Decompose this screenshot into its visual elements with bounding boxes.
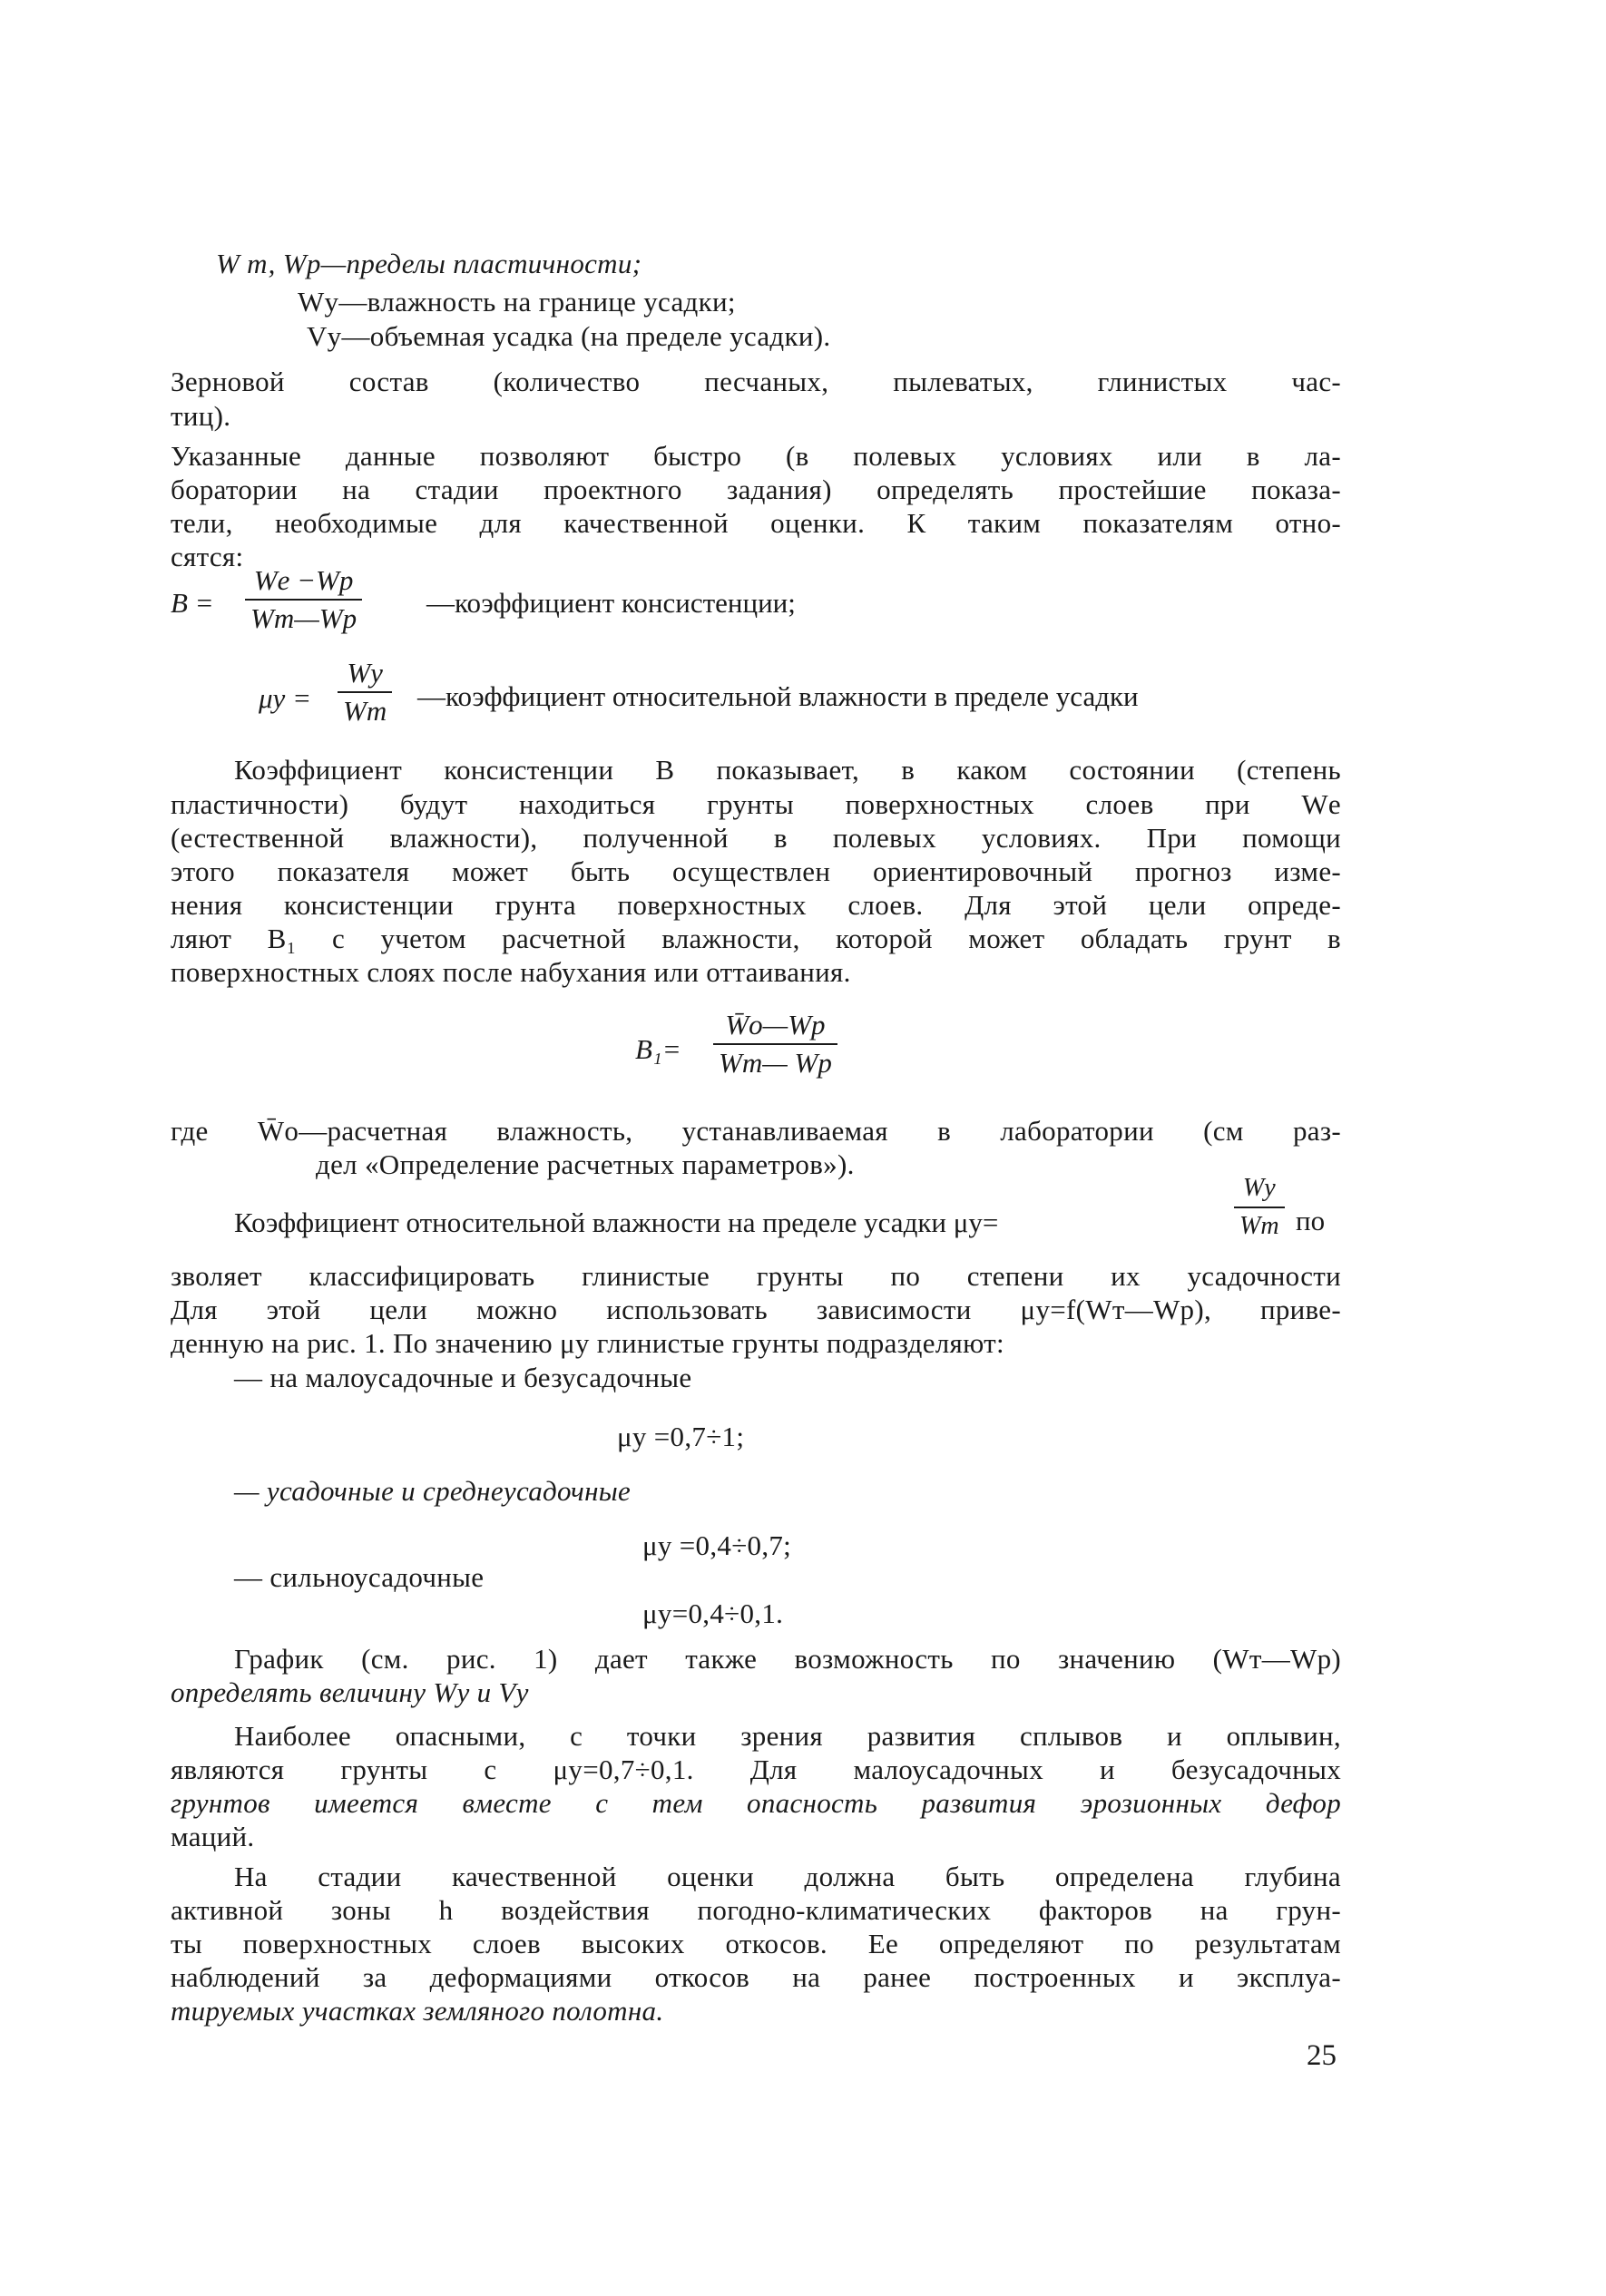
p7-line-4: наблюдений за деформациями откосов на ранее построенных и эксплуа- bbox=[171, 1961, 1341, 1993]
p7-line-2: активной зоны h воздействия погодно-климатических факторов на грун- bbox=[171, 1894, 1341, 1926]
p1-line-1: Зерновой состав (количество песчаных, пылеватых, глинистых час- bbox=[171, 366, 1341, 397]
p6-line-3: грунтов имеется вместе с тем опасность развития эрозионных дефор bbox=[171, 1787, 1341, 1819]
formula-3-denominator: Wт— Wр bbox=[719, 1047, 832, 1079]
p3-line-7: поверхностных слоях после набухания или оттаивания. bbox=[171, 956, 851, 988]
where-line-2: дел «Определение расчетных параметров»). bbox=[316, 1148, 855, 1180]
p2-line-4: сятся: bbox=[171, 541, 244, 572]
def-line-2: Wу—влажность на границе усадки; bbox=[298, 286, 736, 318]
p4-fraction bbox=[1234, 1170, 1285, 1245]
p6-line-2: являются грунты с μу=0,7÷0,1. Для малоусадочных и безусадочных bbox=[171, 1754, 1341, 1785]
p3-line-2: пластичности) будут находиться грунты поверхностных слоев при Wе bbox=[171, 788, 1341, 820]
p4-line-3: денную на рис. 1. По значению μу глинистые грунты подразделяют: bbox=[171, 1327, 1004, 1359]
page-number: 25 bbox=[1307, 2039, 1337, 2072]
p3-line-5: нения консистенции грунта поверхностных слоев. Для этой цели опреде- bbox=[171, 889, 1341, 921]
formula-2-fraction bbox=[338, 655, 392, 729]
def-line-1: W т, Wр—пределы пластичности; bbox=[216, 248, 642, 279]
formula-3-lhs: B₁= bbox=[635, 1033, 681, 1065]
p3-line-6: ляют B₁ с учетом расчетной влажности, которой может обладать грунт в bbox=[171, 923, 1341, 954]
p4-numerator: Wу bbox=[1242, 1174, 1276, 1202]
formula-2-numerator: Wу bbox=[347, 657, 383, 689]
formula-2-description: —коэффициент относительной влажности в пределе усадки bbox=[417, 680, 1139, 712]
p5-line-2: определять величину Wу и Vу bbox=[171, 1676, 529, 1708]
p6-line-4: маций. bbox=[171, 1821, 255, 1852]
p4-text: Коэффициент относительной влажности на пределе усадки μу= bbox=[234, 1207, 999, 1238]
class-3-value: μу=0,4÷0,1. bbox=[642, 1597, 784, 1629]
class-1-value: μу =0,7÷1; bbox=[617, 1421, 745, 1452]
formula-2-lhs: μу = bbox=[259, 682, 311, 714]
p1-line-2: тиц). bbox=[171, 400, 231, 432]
class-1-label: — на малоусадочные и безусадочные bbox=[234, 1362, 692, 1393]
formula-1-lhs: B = bbox=[171, 587, 214, 619]
p4-line-1: зволяет классифицировать глинистые грунты по степени их усадочности bbox=[171, 1260, 1341, 1292]
p4-tail: по bbox=[1296, 1205, 1326, 1236]
where-line-1: где W̄о—расчетная влажность, устанавливаемая в лаборатории (см раз- bbox=[171, 1115, 1341, 1147]
def-line-3: Vу—объемная усадка (на пределе усадки). bbox=[307, 320, 831, 352]
p3-line-1: Коэффициент консистенции B показывает, в каком состоянии (степень bbox=[234, 754, 1341, 786]
formula-1-denominator: Wт—Wр bbox=[250, 602, 357, 634]
formula-2-denominator: Wт bbox=[343, 695, 387, 727]
p7-line-5: тируемых участках земляного полотна. bbox=[171, 1995, 664, 2027]
formula-3-fraction bbox=[713, 1007, 837, 1081]
p3-line-4: этого показателя может быть осуществлен ориентировочный прогноз изме- bbox=[171, 855, 1341, 887]
class-2-label: — усадочные и среднеусадочные bbox=[234, 1475, 632, 1507]
p7-line-1: На стадии качественной оценки должна быть определена глубина bbox=[234, 1861, 1341, 1892]
p2-line-3: тели, необходимые для качественной оценки. К таким показателям отно- bbox=[171, 507, 1341, 539]
p4-denominator: Wт bbox=[1239, 1212, 1279, 1240]
p2-line-1: Указанные данные позволяют быстро (в полевых условиях или в ла- bbox=[171, 440, 1341, 472]
p7-line-3: ты поверхностных слоев высоких откосов. Ее определяют по результатам bbox=[171, 1928, 1341, 1959]
p3-line-3: (естественной влажности), полученной в полевых условиях. При помощи bbox=[171, 822, 1341, 854]
class-2-value: μу =0,4÷0,7; bbox=[642, 1529, 792, 1561]
p4-line-2: Для этой цели можно использовать зависимости μу=f(Wт—Wр), приве- bbox=[171, 1294, 1341, 1325]
formula-3-numerator: W̄о—Wр bbox=[725, 1009, 826, 1041]
formula-1-fraction bbox=[245, 562, 362, 637]
p2-line-2: боратории на стадии проектного задания) определять простейшие показа- bbox=[171, 474, 1341, 505]
p5-line-1: График (см. рис. 1) дает также возможность по значению (Wт—Wр) bbox=[234, 1643, 1341, 1675]
class-3-label: — сильноусадочные bbox=[234, 1561, 485, 1593]
formula-1-description: —коэффициент консистенции; bbox=[426, 587, 796, 619]
p6-line-1: Наиболее опасными, с точки зрения развития сплывов и оплывин, bbox=[234, 1720, 1341, 1752]
formula-1-numerator: Wе −Wр bbox=[253, 564, 354, 596]
